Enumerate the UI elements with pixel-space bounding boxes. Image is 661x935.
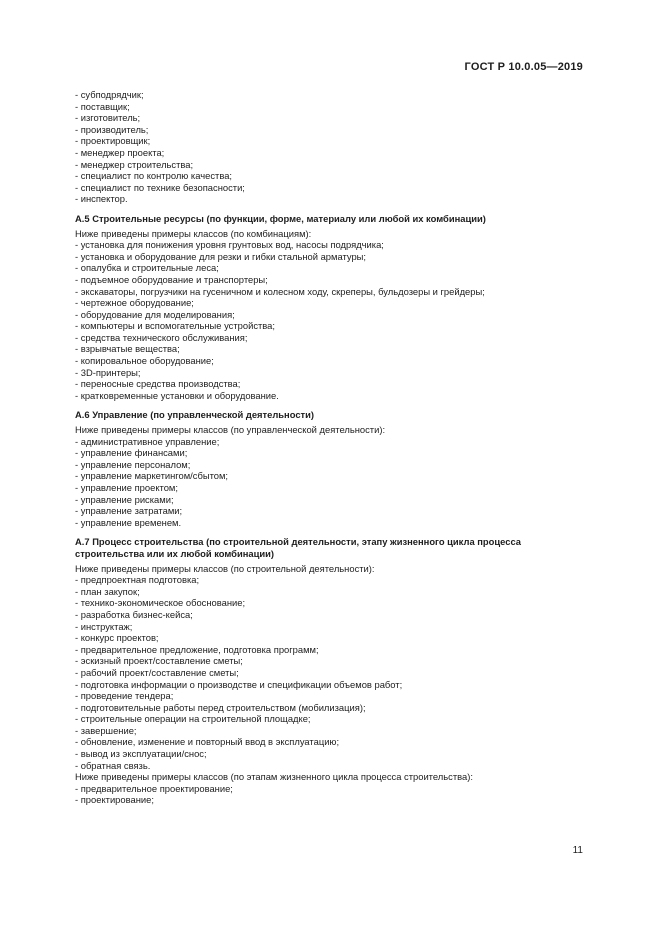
page-number: 11 <box>572 845 583 856</box>
section-heading-a7 <box>75 536 590 559</box>
list-item: - управление затратами; <box>75 505 183 517</box>
list-item: - подготовка информации о производстве и спецификации объемов работ; <box>75 678 403 690</box>
list-item: - предварительное предложение, подготовка программ; <box>75 643 319 655</box>
list-item: - оборудование для моделирования; <box>75 308 235 320</box>
list-item: - обновление, изменение и повторный ввод в эксплуатацию; <box>75 736 340 748</box>
list-item: - специалист по технике безопасности; <box>75 181 245 193</box>
list-item: - управление финансами; <box>75 447 188 459</box>
list-item: - административное управление; <box>75 435 220 447</box>
list-item: - эскизный проект/составление сметы; <box>75 655 243 667</box>
list-item: - проведение тендера; <box>75 690 174 702</box>
document-code: ГОСТ Р 10.0.05—2019 <box>464 61 583 73</box>
list-item: - обратная связь. <box>75 759 151 771</box>
list-item: - взрывчатые вещества; <box>75 343 180 355</box>
list-item: - средства технического обслуживания; <box>75 331 248 343</box>
list-item: - 3D-принтеры; <box>75 366 141 378</box>
list-item: - переносные средства производства; <box>75 378 241 390</box>
section-intro: Ниже приведены примеры классов (по комбинациям): <box>75 227 312 239</box>
list-item: - строительные операции на строительной площадке; <box>75 713 311 725</box>
list-item: - установка и оборудование для резки и гибки стальной арматуры; <box>75 250 367 262</box>
list-item: - проектирование; <box>75 794 154 806</box>
list-item: - управление проектом; <box>75 482 178 493</box>
list-a4-tail <box>75 89 590 205</box>
list-item: - инспектор. <box>75 193 128 205</box>
list-item: - кратковременные установки и оборудование. <box>75 389 279 401</box>
section-intro: Ниже приведены примеры классов (по управленческой деятельности): <box>75 424 386 436</box>
list-item: - опалубка и строительные леса; <box>75 262 219 274</box>
list-item: - разработка бизнес-кейса; <box>75 608 193 620</box>
list-item: - предварительное проектирование; <box>75 782 233 794</box>
section-a5 <box>75 213 590 402</box>
list-item: - предпроектная подготовка; <box>75 574 200 586</box>
list-item: - поставщик; <box>75 100 130 112</box>
list-item: - подготовительные работы перед строительством (мобилизация); <box>75 701 366 713</box>
list-item: - менеджер проекта; <box>75 146 165 158</box>
list-item: - завершение; <box>75 724 137 736</box>
list-item: - управление персоналом; <box>75 458 191 470</box>
list-item: - инструктаж; <box>75 620 133 632</box>
list-item: - компьютеры и вспомогательные устройства; <box>75 320 275 332</box>
list-item: - чертежное оборудование; <box>75 297 194 309</box>
list-item: - вывод из эксплуатации/снос; <box>75 748 207 760</box>
list-item: - изготовитель; <box>75 112 141 124</box>
list-item: - управление маркетингом/сбытом; <box>75 470 229 482</box>
section-intro: Ниже приведены примеры классов (по этапам жизненного цикла процесса строительства): <box>75 771 473 783</box>
section-heading-line: строительства или их любой комбинации) <box>75 547 275 559</box>
list-item: - установка для понижения уровня грунтовых вод, насосы подрядчика; <box>75 239 384 251</box>
list-item: - менеджер строительства; <box>75 158 194 170</box>
list-item: - конкурс проектов; <box>75 632 159 644</box>
section-a7 <box>75 536 590 806</box>
list-item: - технико-экономическое обоснование; <box>75 597 246 609</box>
section-heading-line: А.7 Процесс строительства (по строительной деятельности, этапу жизненного цикла процесса <box>75 536 521 548</box>
section-heading-a6: А.6 Управление (по управленческой деятельности) <box>75 409 315 421</box>
list-item: - проектировщик; <box>75 135 151 147</box>
list-item: - рабочий проект/составление сметы; <box>75 666 239 678</box>
section-intro: Ниже приведены примеры классов (по строительной деятельности): <box>75 562 375 574</box>
list-item: - подъемное оборудование и транспортеры; <box>75 273 268 285</box>
section-heading-a5: А.5 Строительные ресурсы (по функции, форме, материалу или любой их комбинации) <box>75 212 486 224</box>
section-a6 <box>75 409 590 528</box>
document-body <box>75 89 590 806</box>
list-item: - производитель; <box>75 123 149 135</box>
list-item: - план закупок; <box>75 585 140 597</box>
list-item: - управление временем. <box>75 516 182 528</box>
list-item: - управление рисками; <box>75 493 174 505</box>
list-item: - субподрядчик; <box>75 89 144 100</box>
list-item: - специалист по контролю качества; <box>75 170 233 182</box>
list-item: - копировальное оборудование; <box>75 355 214 367</box>
list-item: - экскаваторы, погрузчики на гусеничном и колесном ходу, скреперы, бульдозеры и грейдеры; <box>75 285 485 297</box>
